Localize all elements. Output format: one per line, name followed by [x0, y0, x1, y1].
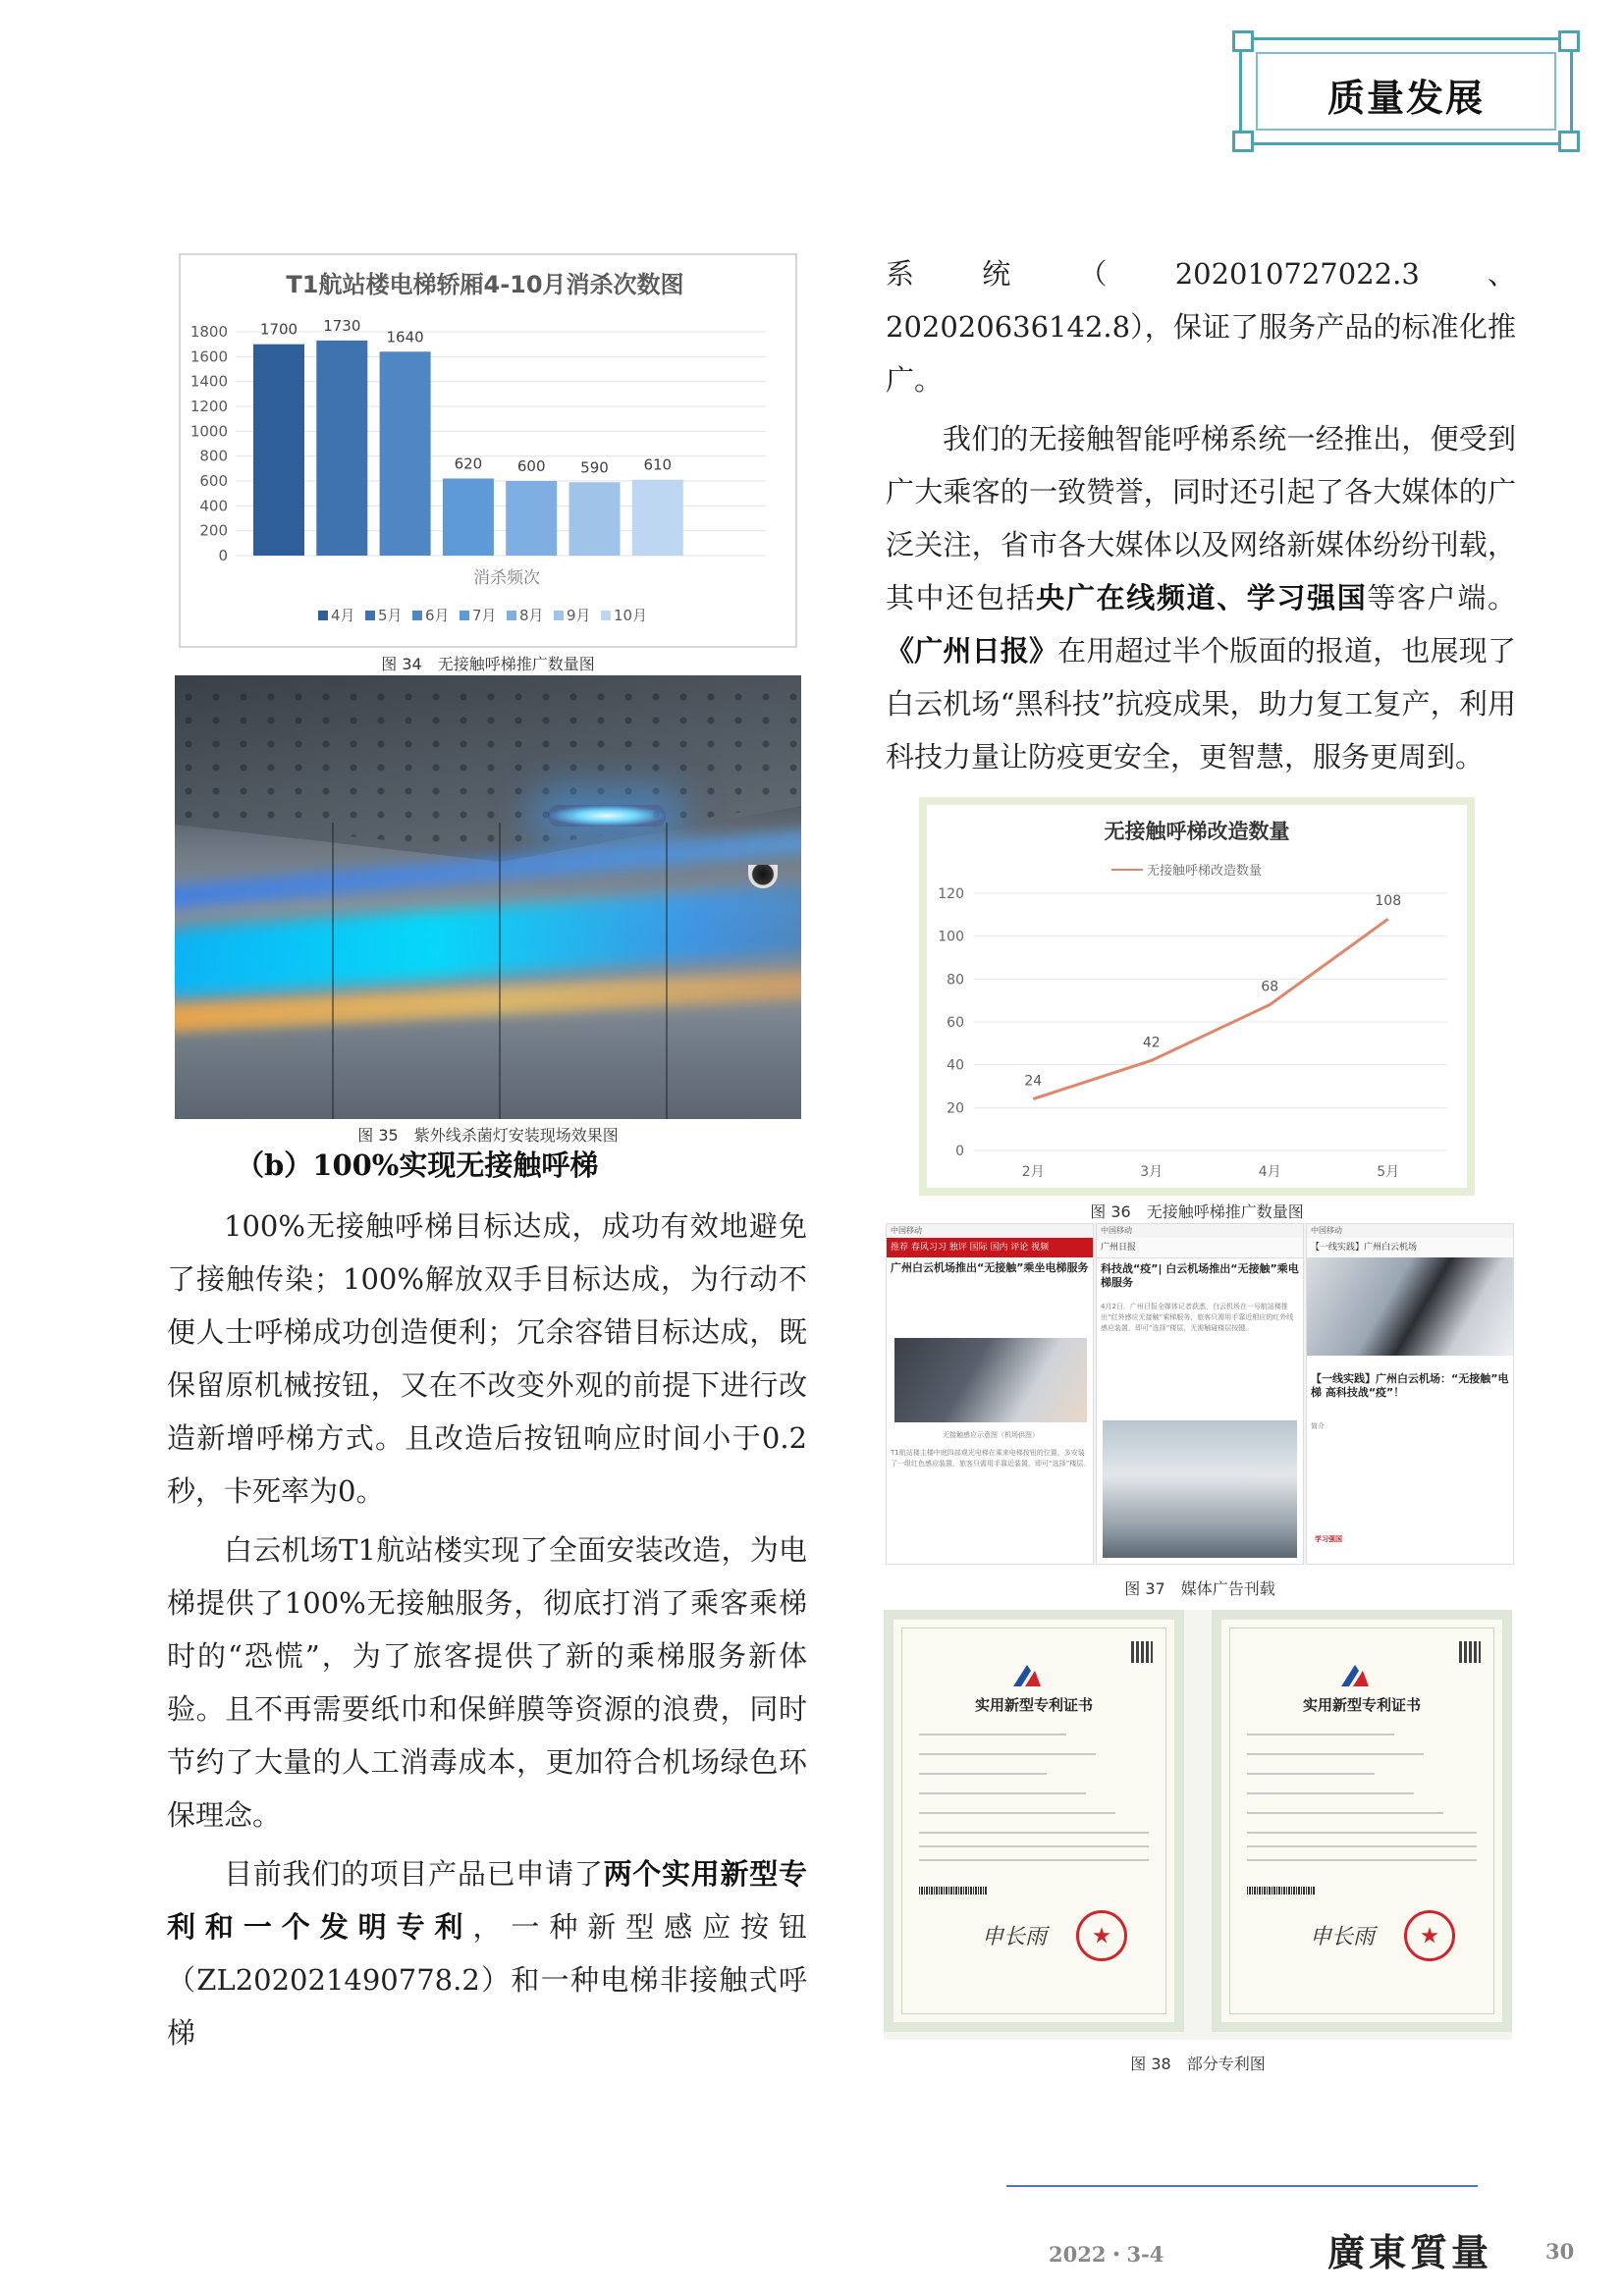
y-tick-label: 80 [947, 972, 964, 988]
qr-code-icon [1131, 1641, 1153, 1663]
legend-swatch [365, 611, 375, 620]
paragraph: 我们的无接触智能呼梯系统一经推出，便受到广大乘客的一致赞誉，同时还引起了各大媒体的广泛关注，省市各大媒体以及网络新媒体纷纷刊载，其中还包括央广在线频道、学习强国等客户端。《广州日报》在用超过半个版面的报道，也展现了白云机场“黑科技”抗疫成果，助力复工复产，利用科技力量让防疫更安全，更智慧，服务更周到。 [886, 422, 1516, 774]
legend-swatch [318, 611, 328, 620]
bar [316, 341, 367, 556]
line-chart-frame [919, 797, 1475, 1196]
chart-title: T1航站楼电梯轿厢4-10月消杀次数图 [286, 271, 684, 298]
right-column [886, 247, 1516, 783]
qr-code-icon [1459, 1641, 1481, 1663]
figure-35-caption: 图 35 紫外线杀菌灯安装现场效果图 [357, 1126, 619, 1145]
y-tick-label: 600 [199, 472, 228, 490]
legend-label: 6月 [425, 607, 450, 624]
media-collage [886, 1223, 1514, 1565]
x-axis-label: 消杀频次 [473, 568, 540, 588]
data-label: 108 [1375, 893, 1402, 910]
data-label: 1700 [259, 320, 298, 339]
series-line [1033, 919, 1388, 1098]
seal-icon [1076, 1910, 1127, 1961]
uv-lamp-photo [175, 675, 801, 1119]
legend-label: 7月 [472, 607, 497, 624]
bar [380, 351, 431, 556]
footer-rule [1006, 2185, 1478, 2187]
section-badge [1239, 37, 1573, 145]
section-title: 质量发展 [1326, 77, 1485, 120]
legend-swatch [601, 611, 611, 620]
paragraph: 100%无接触呼梯目标达成，成功有效地避免了接触传染；100%解放双手目标达成，为行动不便人士呼梯成功创造便利；冗余容错目标达成，既保留原机械按钮，又在不改变外观的前提下进行改造新增呼梯方式。且改造后按钮响应时间小于0.2秒，卡死率为0。 [167, 1209, 807, 1508]
x-tick-label: 2月 [1021, 1164, 1045, 1180]
bar [506, 481, 557, 556]
data-label: 1730 [323, 316, 361, 335]
y-tick-label: 100 [938, 929, 964, 945]
bar-chart-frame [179, 253, 797, 648]
legend-label: 10月 [614, 607, 648, 624]
y-tick-label: 1200 [189, 398, 228, 415]
bar [253, 345, 304, 556]
y-tick-label: 40 [947, 1057, 964, 1074]
y-tick-label: 1400 [189, 372, 228, 391]
footer-brand: 廣東質量 [1327, 2230, 1493, 2274]
data-label: 590 [580, 458, 609, 477]
barcode-icon [919, 1887, 988, 1895]
legend-swatch [507, 611, 516, 620]
patent-certificate: 实用新型专利证书 申长雨 [1212, 1610, 1512, 2032]
legend-label: 9月 [567, 607, 591, 624]
media-screenshot-xuexi: 中国移动 【一线实践】广州白云机场 【一线实践】广州白云机场：“无接触”电梯 高科技战“疫”！ 简介 学习强国 [1306, 1223, 1514, 1565]
barcode-icon [1247, 1887, 1316, 1895]
legend-swatch [460, 611, 469, 620]
bar [569, 482, 621, 556]
paragraph: 系统（202010727022.3、202020636142.8），保证了服务产品的标准化推广。 [886, 257, 1516, 397]
page-number: 30 [1545, 2239, 1575, 2264]
y-tick-label: 60 [947, 1015, 964, 1031]
y-tick-label: 0 [218, 547, 228, 564]
x-tick-label: 4月 [1258, 1164, 1281, 1180]
data-label: 620 [454, 454, 483, 473]
subheading-contactless: （b）100%实现无接触呼梯 [236, 1148, 599, 1182]
y-tick-label: 20 [947, 1100, 964, 1117]
data-label: 42 [1142, 1035, 1161, 1051]
legend-label: 8月 [519, 607, 544, 624]
uv-lamp-icon [548, 805, 666, 827]
bar [632, 480, 683, 556]
camera-icon [748, 865, 778, 888]
legend-label: 无接触呼梯改造数量 [1147, 864, 1263, 879]
patent-certificate: 实用新型专利证书 申长雨 [884, 1610, 1184, 2032]
y-tick-label: 120 [938, 886, 964, 902]
figure-38-caption: 图 38 部分专利图 [1130, 2055, 1266, 2073]
data-label: 24 [1024, 1073, 1043, 1090]
legend-label: 5月 [378, 607, 403, 624]
data-label: 600 [516, 457, 546, 475]
y-tick-label: 800 [199, 447, 228, 465]
bar-chart [181, 255, 795, 646]
y-tick-label: 400 [199, 497, 228, 515]
y-tick-label: 200 [199, 521, 228, 540]
media-screenshot-gzdaily: 中国移动 广州日报 科技战“疫”| 白云机场推出“无接触”乘电梯服务 4月2日，广州日报全媒体记者获悉，白云机场在一号航站楼推出“红外感应无接触”乘梯服务，旅客只需用手靠近相应的红外线感应装置，即可“选择”楼层，无需触碰楼层按键。 [1096, 1223, 1304, 1565]
footer-issue: 2022・3-4 [1049, 2242, 1164, 2267]
y-tick-label: 0 [955, 1144, 964, 1159]
data-label: 1640 [386, 328, 424, 347]
data-label: 610 [643, 455, 673, 474]
media-screenshot-cnr: 中国移动 推荐 春风习习 独评 国际 国内 评论 视频 广州白云机场推出“无接触”乘坐电梯服务 无接触感应示意图（机场供图） T1航站楼主楼中庭四部观光电梯在乘来电梯按钮的位置，多安装了一组红色感应装置，旅客只需用手靠近装置，即可“选择”楼层。 [886, 1223, 1094, 1565]
figure-34-caption: 图 34 无接触呼梯推广数量图 [381, 655, 595, 673]
paragraph: 目前我们的项目产品已申请了两个实用新型专利和一个发明专利，一种新型感应按钮（ZL202021490778.2）和一种电梯非接触式呼梯 [167, 1857, 807, 2050]
y-tick-label: 1800 [189, 323, 228, 341]
seal-icon [1404, 1910, 1455, 1961]
data-label: 68 [1261, 979, 1279, 995]
legend-label: 4月 [331, 607, 355, 624]
patent-certificates [884, 1610, 1512, 2040]
figure-36-caption: 图 36 无接触呼梯推广数量图 [1090, 1202, 1304, 1221]
y-tick-label: 1600 [189, 347, 228, 366]
paragraph: 白云机场T1航站楼实现了全面安装改造，为电梯提供了100%无接触服务，彻底打消了乘客乘梯时的“恐慌”，为了旅客提供了新的乘梯服务新体验。且不再需要纸巾和保鲜膜等资源的浪费，同时节约了大量的人工消毒成本，更加符合机场绿色环保理念。 [167, 1533, 807, 1832]
line-chart [927, 805, 1467, 1188]
legend-swatch [412, 611, 422, 620]
x-tick-label: 5月 [1377, 1164, 1400, 1180]
bar [443, 478, 494, 556]
cnipa-logo-icon [1009, 1661, 1045, 1690]
figure-37-caption: 图 37 媒体广告刊载 [1124, 1579, 1275, 1598]
left-column [167, 1200, 807, 2059]
y-tick-label: 1000 [189, 422, 228, 441]
legend-swatch [554, 611, 564, 620]
x-tick-label: 3月 [1140, 1164, 1164, 1180]
chart-title: 无接触呼梯改造数量 [1104, 820, 1290, 843]
cnipa-logo-icon [1337, 1661, 1373, 1690]
